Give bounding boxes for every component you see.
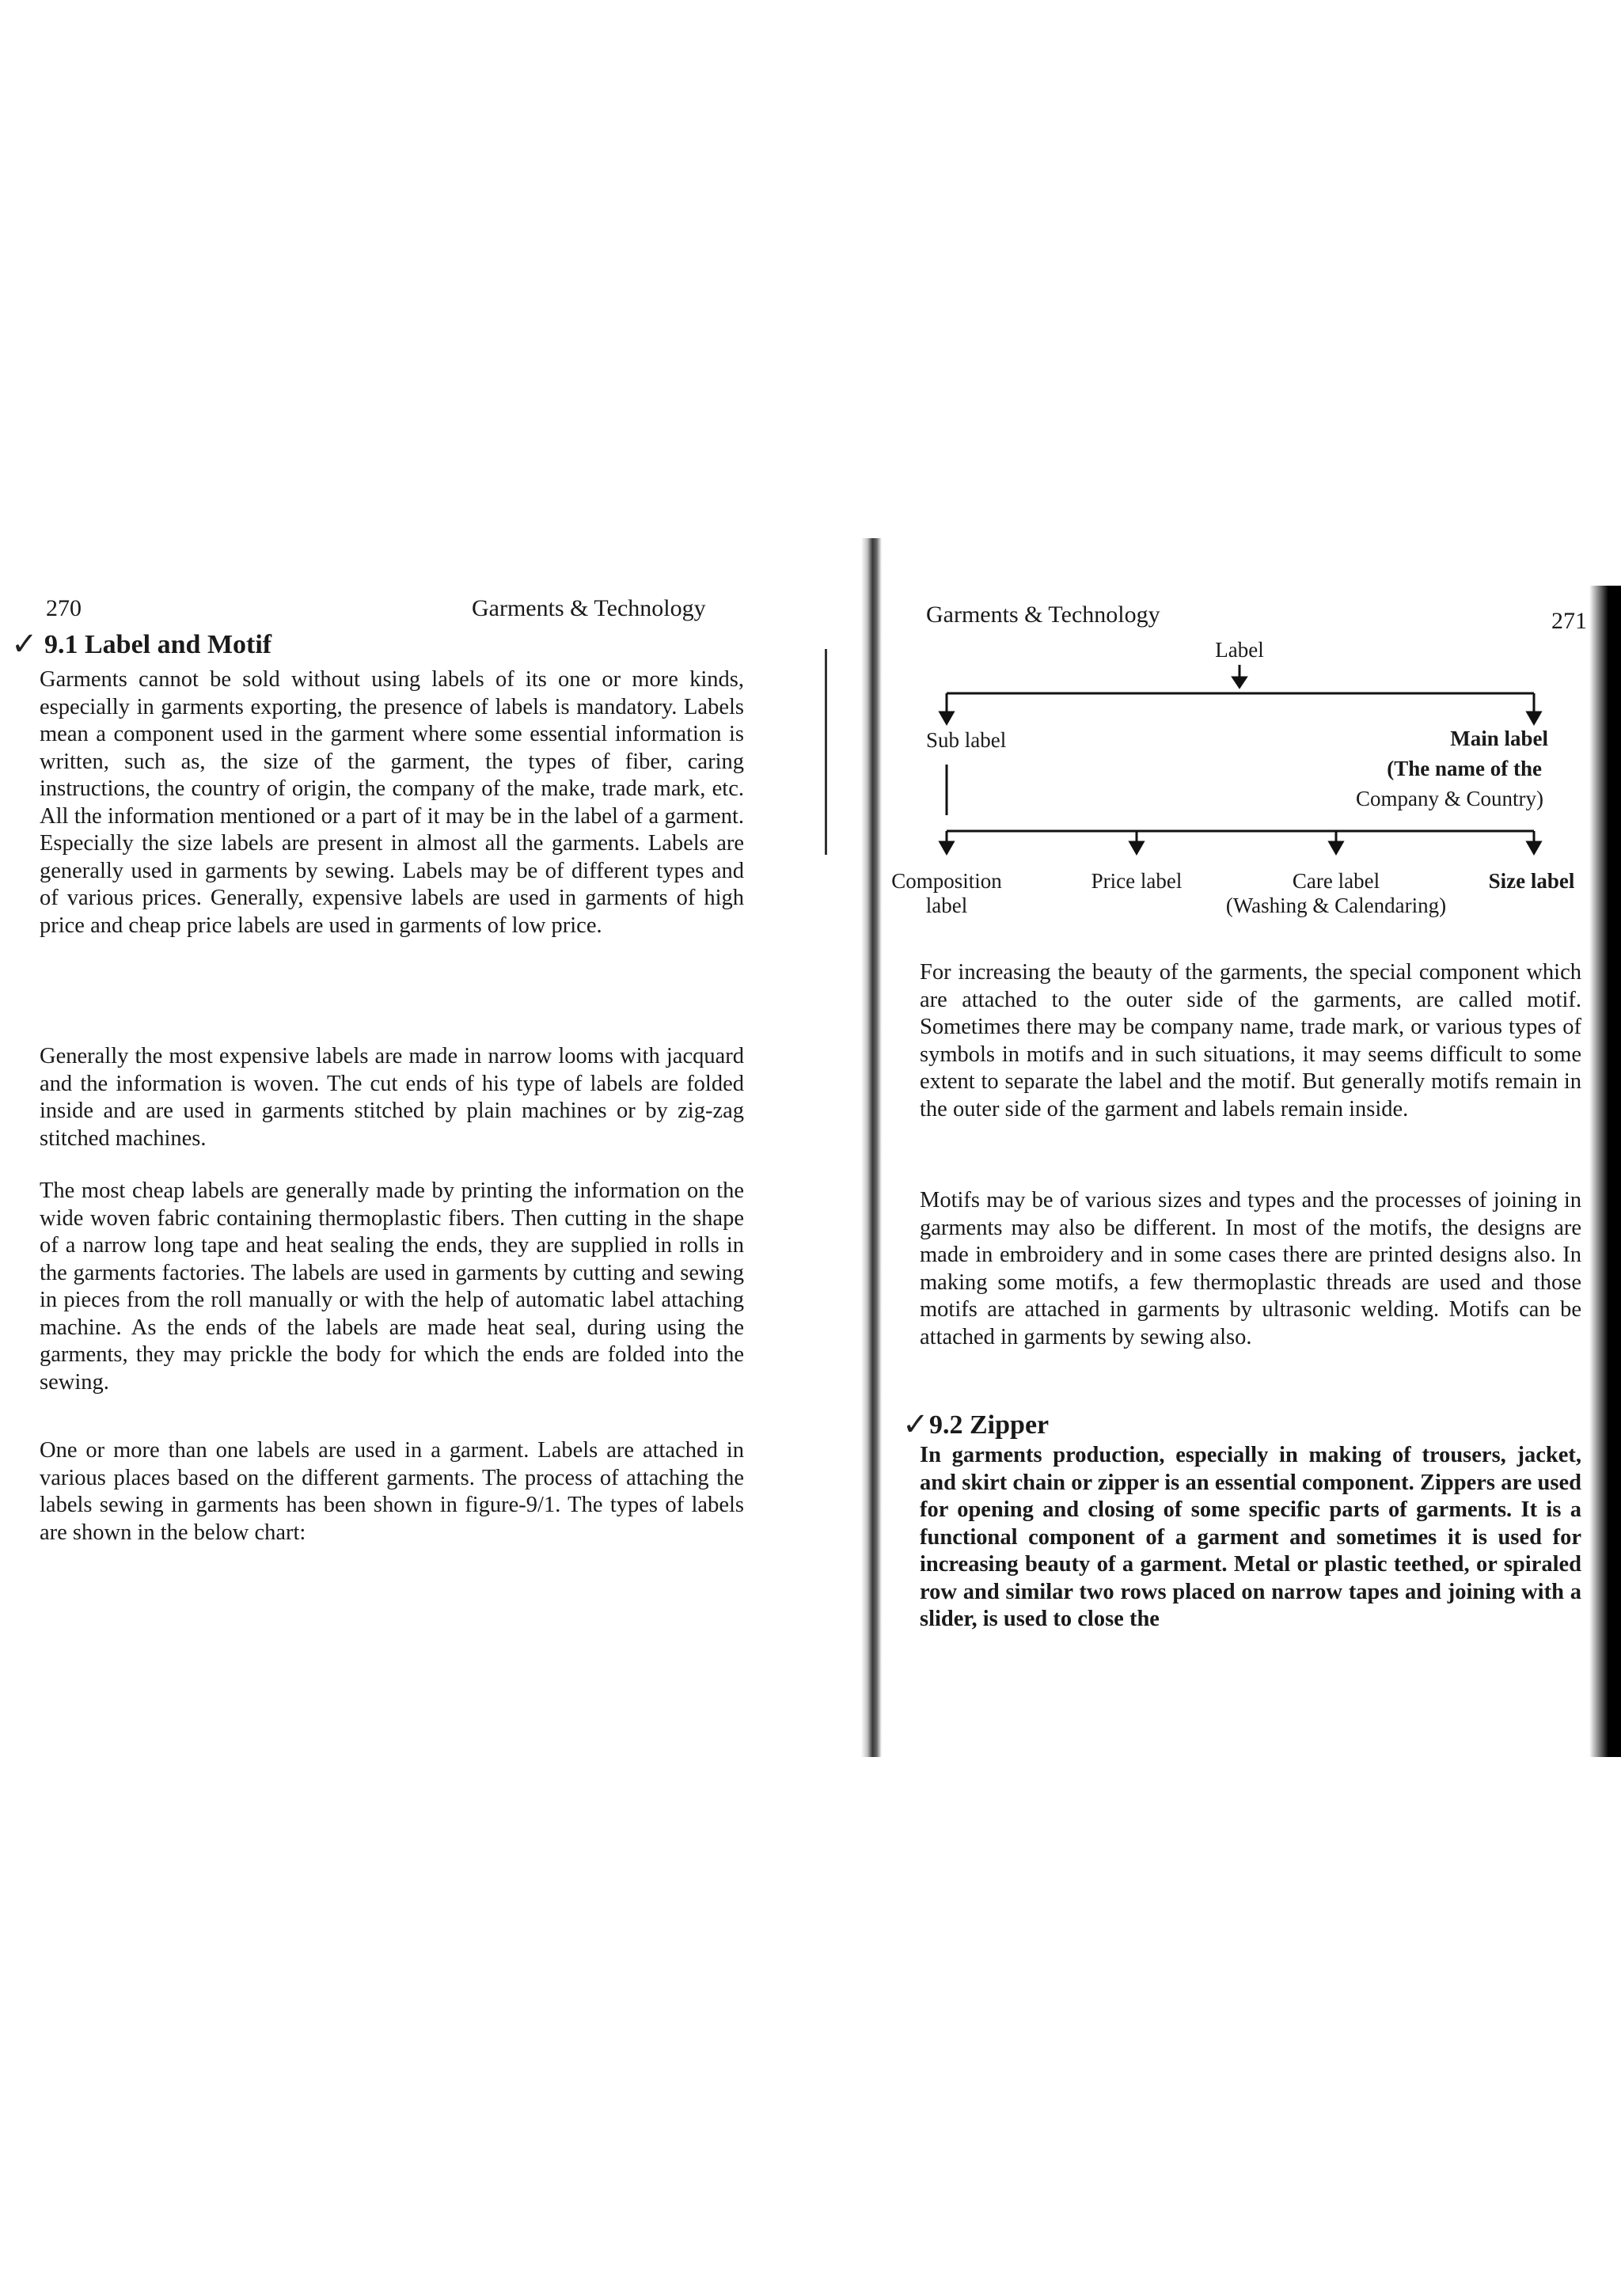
section-number: 9.1 bbox=[44, 630, 78, 659]
page-number: 270 bbox=[46, 595, 82, 621]
chart-main-label: Main label bbox=[1450, 727, 1548, 750]
section-title: Label and Motif bbox=[85, 630, 272, 659]
chart-main-label-note: Company & Country) bbox=[1356, 787, 1543, 810]
chart-root-label: Label bbox=[1215, 638, 1264, 662]
paragraph: Motifs may be of various sizes and types and the processes of joining in garments may also be different. In most of the motifs, the designs are made in embroidery and in some cases there are printed designs also. In making some motifs, a few thermoplastic threads are used and those motifs are attached in garments by ultrasonic welding. Motifs can be attached in garments by sewing also. bbox=[920, 1188, 1581, 1349]
chart-child-line: Price label bbox=[1091, 869, 1183, 893]
chart-child-line: label bbox=[925, 894, 968, 917]
section-title: Zipper bbox=[970, 1410, 1050, 1440]
chart-main-label-note: (The name of the bbox=[1387, 757, 1542, 780]
chart-child-line: (Washing & Calendaring) bbox=[1225, 894, 1447, 917]
paragraph: One or more than one labels are used in a garment. Labels are attached in various places based on the different garments. The process of attaching the labels sewing in garments has been shown in figure-9/1. The types of labels are shown in the below chart: bbox=[40, 1438, 744, 1545]
chart-child-line: Composition bbox=[891, 869, 1002, 893]
chart-child-composition bbox=[883, 869, 1010, 918]
chart-sub-label: Sub label bbox=[926, 728, 1007, 752]
section-heading bbox=[929, 1410, 1049, 1440]
page-number: 271 bbox=[1551, 608, 1587, 634]
section-number: 9.2 bbox=[929, 1410, 963, 1440]
running-head: Garments & Technology bbox=[926, 602, 1160, 628]
right-page bbox=[863, 0, 1621, 2296]
checkmark-icon: ✓ bbox=[11, 626, 38, 662]
chart-child-line: Care label bbox=[1292, 869, 1380, 893]
running-head: Garments & Technology bbox=[472, 595, 706, 621]
chart-child-price bbox=[1075, 869, 1198, 894]
chart-child-line: Size label bbox=[1488, 869, 1575, 893]
checkmark-icon: ✓ bbox=[902, 1406, 929, 1442]
paragraph: In garments production, especially in making of trousers, jacket, and skirt chain or zipper is an essential component. Zippers are used for opening and closing of some specific parts of garments. It is a functional component of a garment and sometimes it is used for increasing beauty of a garment. Metal or plastic teethed, or spiraled row and similar two rows placed on narrow tapes and joining with a slider, is used to close the bbox=[920, 1443, 1581, 1631]
paragraph: The most cheap labels are generally made by printing the information on the wide woven fabric containing thermoplastic fibers. Then cutting in the shape of a narrow long tape and heat sealing the ends, they are supplied in rolls in the garments factories. The labels are used in garments by cutting and sewing in pieces from the roll manually or with the help of automatic label attaching machine. As the ends of the labels are made heat seal, during using the garments, they may prickle the body for which the ends are folded into the sewing. bbox=[40, 1178, 744, 1395]
paragraph: For increasing the beauty of the garments, the special component which are attached to the outer side of the garments, are called motif. Sometimes there may be company name, trade mark, or various types of symbols in motifs and in such situations, it may seems difficult to some extent to separate the label and the motif. But generally motifs remain in the outer side of the garment and labels remain inside. bbox=[920, 960, 1581, 1121]
paragraph: Generally the most expensive labels are made in narrow looms with jacquard and the information is woven. The cut ends of his type of labels are folded inside and are used in garments stitched by plain machines or by zig-zag stitched machines. bbox=[40, 1044, 744, 1151]
chart-child-size bbox=[1480, 869, 1583, 894]
paragraph: Garments cannot be sold without using labels of its one or more kinds, especially in garments exporting, the presence of labels is mandatory. Labels mean a component used in the garment where some essential information is written, such as, the size of the garment, the types of fiber, caring instructions, the country of origin, the company of the make, trade mark, etc. All the information mentioned or a part of it may be in the label of a garment. Especially the size labels are present in almost all the garments. Labels are generally used in garments by sewing. Labels may be of different types and of various prices. Generally, expensive labels are used in garments of high price and cheap price labels are used in garments of low price. bbox=[40, 667, 744, 938]
chart-child-care bbox=[1195, 869, 1477, 918]
section-heading bbox=[44, 630, 271, 660]
